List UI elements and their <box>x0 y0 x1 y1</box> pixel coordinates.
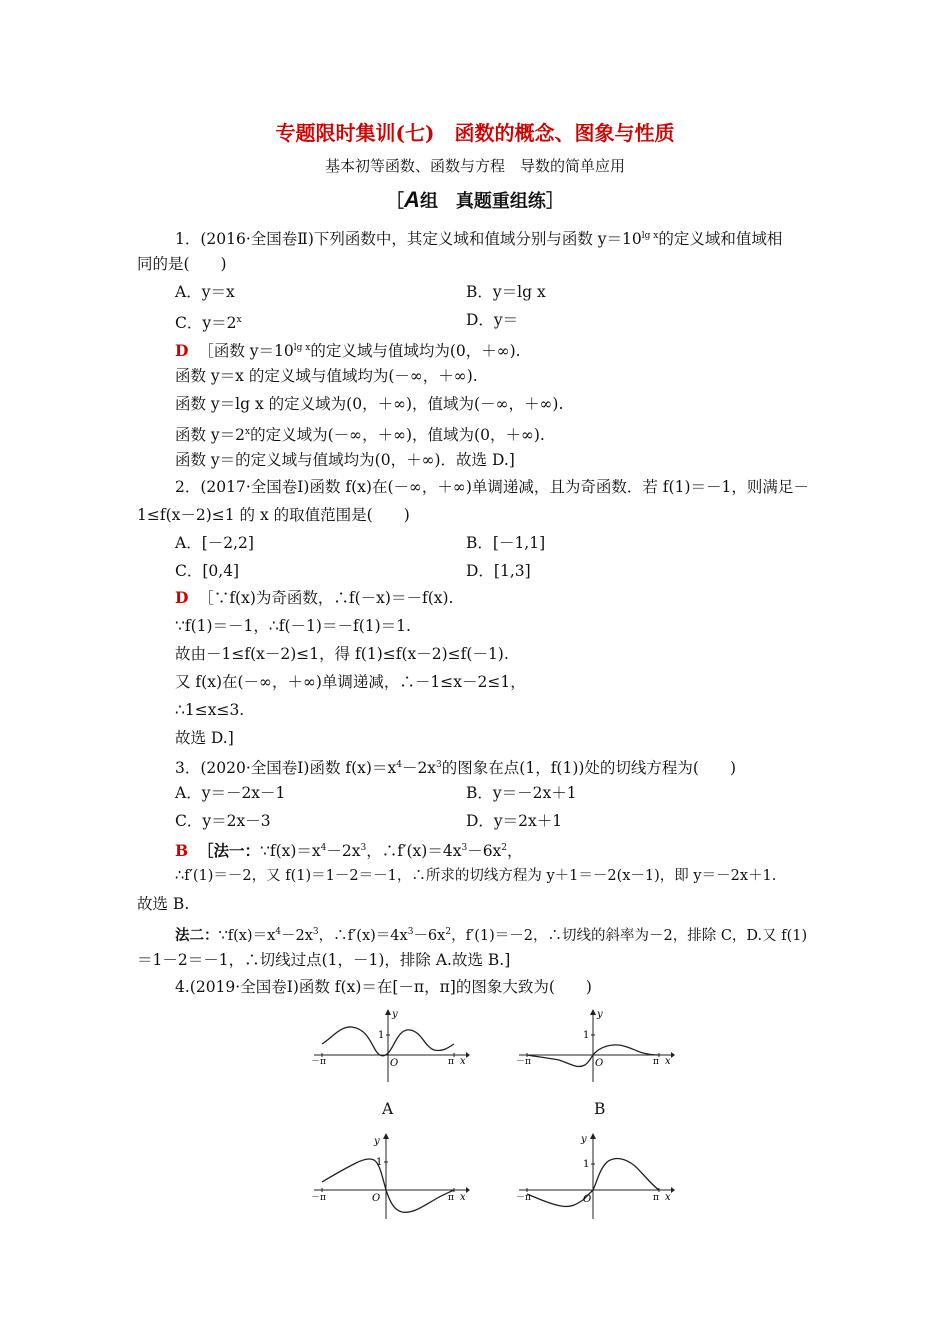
q1-option-a: A．y＝x <box>175 283 235 301</box>
q2-stem: 2．(2017·全国卷Ⅰ)函数 f(x)在(－∞，＋∞)单调递减，且为奇函数．若 f(1)＝－1，则满足－ <box>175 478 809 496</box>
q3-solution-2: ∴f′(1)＝－2，又 f(1)＝1－2＝－1，∴所求的切线方程为 y＋1＝－2(x－1)，即 y＝－2x＋1. <box>175 868 777 884</box>
graph-d-y-label: y <box>581 1134 587 1145</box>
q4-stem: 4.(2019·全国卷Ⅰ)函数 f(x)＝在[－π，π]的图象大致为( ) <box>175 978 592 996</box>
graph-a-x-label: x <box>460 1056 466 1067</box>
graph-b-pi: π <box>653 1057 659 1067</box>
q3-solution-5: ＝1－2＝－1，∴切线过点(1，－1)，排除 A.故选 B.] <box>137 951 511 969</box>
group-header: ［A组 真题重组练］ <box>386 187 564 212</box>
graph-c-x-label: x <box>460 1192 466 1203</box>
q2-option-d: D．[1,3] <box>466 562 531 580</box>
q1-option-d: D．y＝ <box>466 311 519 329</box>
q2-option-a: A．[－2,2] <box>175 534 254 552</box>
graph-b-origin: O <box>595 1058 604 1069</box>
q2-solution-6: 故选 D.] <box>175 729 234 747</box>
graph-c-y-label: y <box>374 1136 380 1147</box>
graph-a-neg-pi: －π <box>311 1057 326 1067</box>
q2-solution-2: ∵f(1)＝－1，∴f(－1)＝－f(1)＝1. <box>175 617 411 635</box>
graph-d-pi: π <box>653 1193 659 1203</box>
q3-option-b: B．y＝－2x＋1 <box>466 784 577 802</box>
q2-option-b: B．[－1,1] <box>466 534 546 552</box>
graph-a <box>310 1008 470 1083</box>
q3-option-d: D．y＝2x＋1 <box>466 812 563 830</box>
q2-stem-cont: 1≤f(x－2)≤1 的 x 的取值范围是( ) <box>137 506 410 524</box>
graph-d-origin: O <box>583 1194 592 1205</box>
q1-solution-4: 函数 $y=2^x$的定义域为(－∞，＋∞)，值域为(0，＋∞). <box>175 426 545 444</box>
graph-b-x-label: x <box>665 1056 671 1067</box>
graph-b <box>515 1008 675 1083</box>
q3-option-c: C．y＝2x－3 <box>175 812 271 830</box>
graph-a-origin: O <box>390 1058 399 1069</box>
q1-solution-1: D ［函数 $y=10^{lg x}$的定义域与值域均为(0，＋∞). <box>175 341 521 360</box>
q1-solution-2: 函数 y＝x 的定义域与值域均为(－∞，＋∞). <box>175 367 478 385</box>
q2-solution-1: D ［∵f(x)为奇函数，∴f(－x)＝－f(x). <box>175 588 454 607</box>
q2-solution-3: 故由－1≤f(x－2)≤1，得 f(1)≤f(x－2)≤f(－1). <box>175 645 509 663</box>
graph-b-neg-pi: －π <box>516 1057 531 1067</box>
page-subtitle: 基本初等函数、函数与方程 导数的简单应用 <box>324 157 625 175</box>
page-title: 专题限时集训(七) 函数的概念、图象与性质 <box>275 121 675 145</box>
q1-solution-5: 函数 y＝的定义域与值域均为(0，＋∞)．故选 D.] <box>175 451 515 469</box>
graph-a-caption: A <box>382 1100 394 1118</box>
q1-stem: 1．(2016·全国卷Ⅱ)下列函数中，其定义域和值域分别与函数 $y=10^{lg x}$的定义域和值域相 <box>175 230 783 248</box>
graph-b-caption: B <box>594 1100 606 1118</box>
q2-option-c: C．[0,4] <box>175 562 240 580</box>
graph-d-neg-pi: －π <box>516 1193 531 1203</box>
q3-option-a: A．y＝－2x－1 <box>175 784 286 802</box>
q2-solution-4: 又 f(x)在(－∞，＋∞)单调递减，∴－1≤x－2≤1， <box>175 673 526 691</box>
q1-option-c: C．$y=2^x$ <box>175 314 242 332</box>
graph-c-origin: O <box>372 1193 381 1204</box>
graph-c-pi: π <box>448 1193 454 1203</box>
graph-b-y-label: y <box>597 1009 603 1020</box>
q3-solution-4: 法二：$\because f(x)=x^4-2x^3$，$\therefore f'(x)=4x^3-6x^2$，f′(1)＝－2，∴切线的斜率为－2，排除 C，D.又 f(1) <box>175 927 808 944</box>
graph-d-x-label: x <box>665 1192 671 1203</box>
q1-option-b: B．y＝lg x <box>466 283 546 301</box>
q3-stem: 3．(2020·全国卷Ⅰ)函数 $f(x)=x^4-2x^3$的图象在点(1，f(1))处的切线方程为( ) <box>175 759 737 777</box>
graph-c-one-label: 1 <box>376 1157 383 1168</box>
q1-stem-cont: 同的是( ) <box>137 255 227 273</box>
graph-c-neg-pi: －π <box>311 1193 326 1203</box>
q3-solution-3: 故选 B. <box>137 895 190 913</box>
graph-d <box>515 1132 675 1220</box>
q2-solution-5: ∴1≤x≤3. <box>175 701 245 719</box>
graph-a-one-label: 1 <box>378 1030 385 1041</box>
graph-c <box>310 1132 470 1220</box>
graph-a-y-label: y <box>392 1009 398 1020</box>
graph-b-one-label: 1 <box>583 1030 590 1041</box>
graph-d-one-label: 1 <box>583 1159 590 1170</box>
graph-a-pi: π <box>448 1057 454 1067</box>
q1-solution-3: 函数 y＝lg x 的定义域为(0，＋∞)，值域为(－∞，＋∞). <box>175 395 564 413</box>
q3-solution-1: B ［法一：$\because f(x)=x^4-2x^3$，$\therefore f'(x)=4x^3-6x^2$， <box>175 841 523 860</box>
